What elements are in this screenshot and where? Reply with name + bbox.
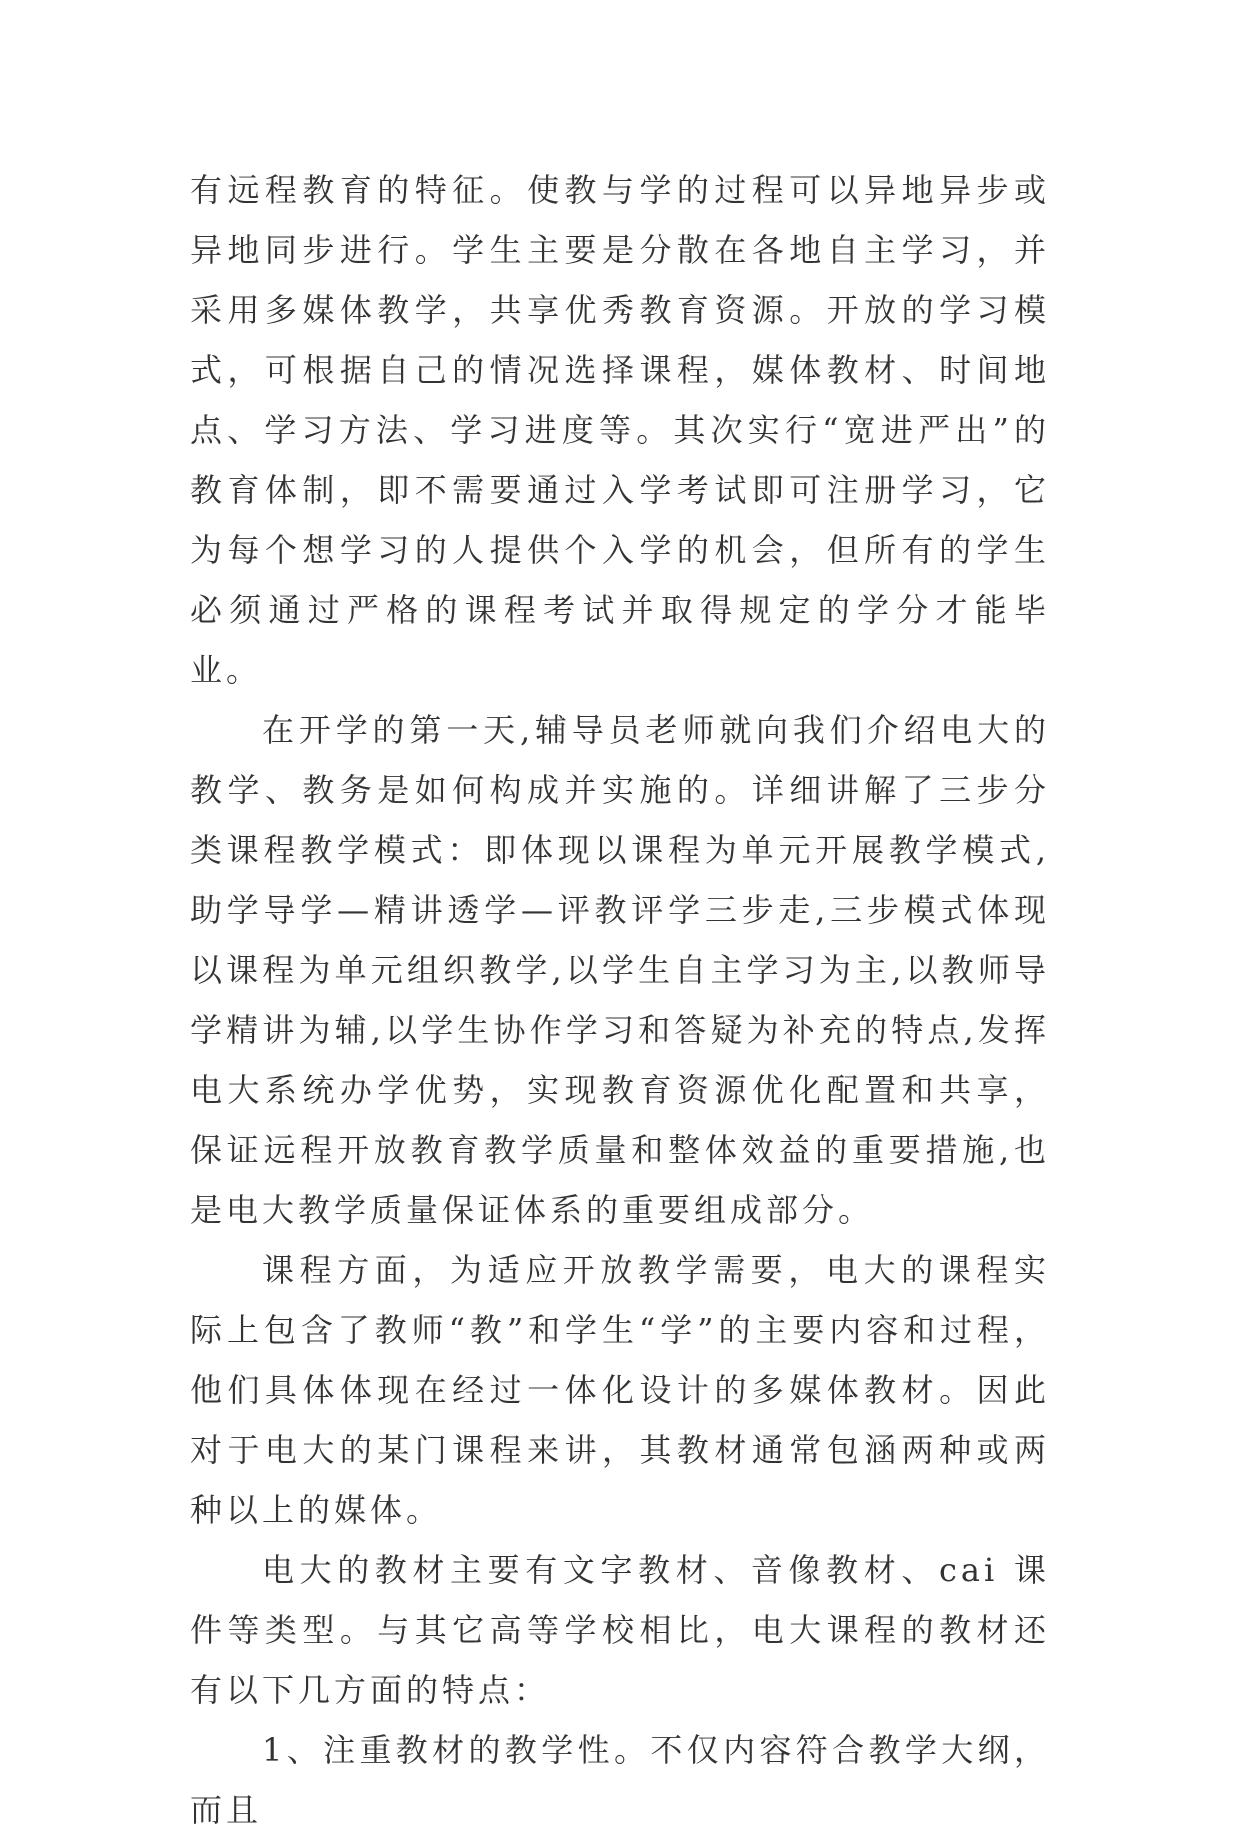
paragraph-1: 有远程教育的特征。使教与学的过程可以异地异步或异地同步进行。学生主要是分散在各地自主学习，并采用多媒体教学，共享优秀教育资源。开放的学习模式，可根据自己的情况选择课程，媒体教材、时间地点、学习方法、学习进度等。其次实行“宽进严出”的教育体制，即不需要通过入学考试即可注册学习，它为每个想学习的人提供个入学的机会，但所有的学生必须通过严格的课程考试并取得规定的学分才能毕业。	[190, 171, 1050, 689]
paragraph-5: 1、注重教材的教学性。不仅内容符合教学大纲，而且	[190, 1731, 1050, 1829]
body-text	[190, 160, 1050, 1840]
paragraph-4: 电大的教材主要有文字教材、音像教材、cai 课件等类型。与其它高等学校相比，电大课程的教材还有以下几方面的特点：	[190, 1551, 1050, 1709]
paragraph-3: 课程方面，为适应开放教学需要，电大的课程实际上包含了教师“教”和学生“学”的主要内容和过程，他们具体体现在经过一体化设计的多媒体教材。因此对于电大的某门课程来讲，其教材通常包涵两种或两种以上的媒体。	[190, 1251, 1050, 1529]
paragraph-2: 在开学的第一天,辅导员老师就向我们介绍电大的教学、教务是如何构成并实施的。详细讲解了三步分类课程教学模式：即体现以课程为单元开展教学模式,助学导学—精讲透学—评教评学三步走,三步模式体现以课程为单元组织教学,以学生自主学习为主,以教师导学精讲为辅,以学生协作学习和答疑为补充的特点,发挥电大系统办学优势，实现教育资源优化配置和共享，保证远程开放教育教学质量和整体效益的重要措施,也是电大教学质量保证体系的重要组成部分。	[190, 711, 1050, 1229]
